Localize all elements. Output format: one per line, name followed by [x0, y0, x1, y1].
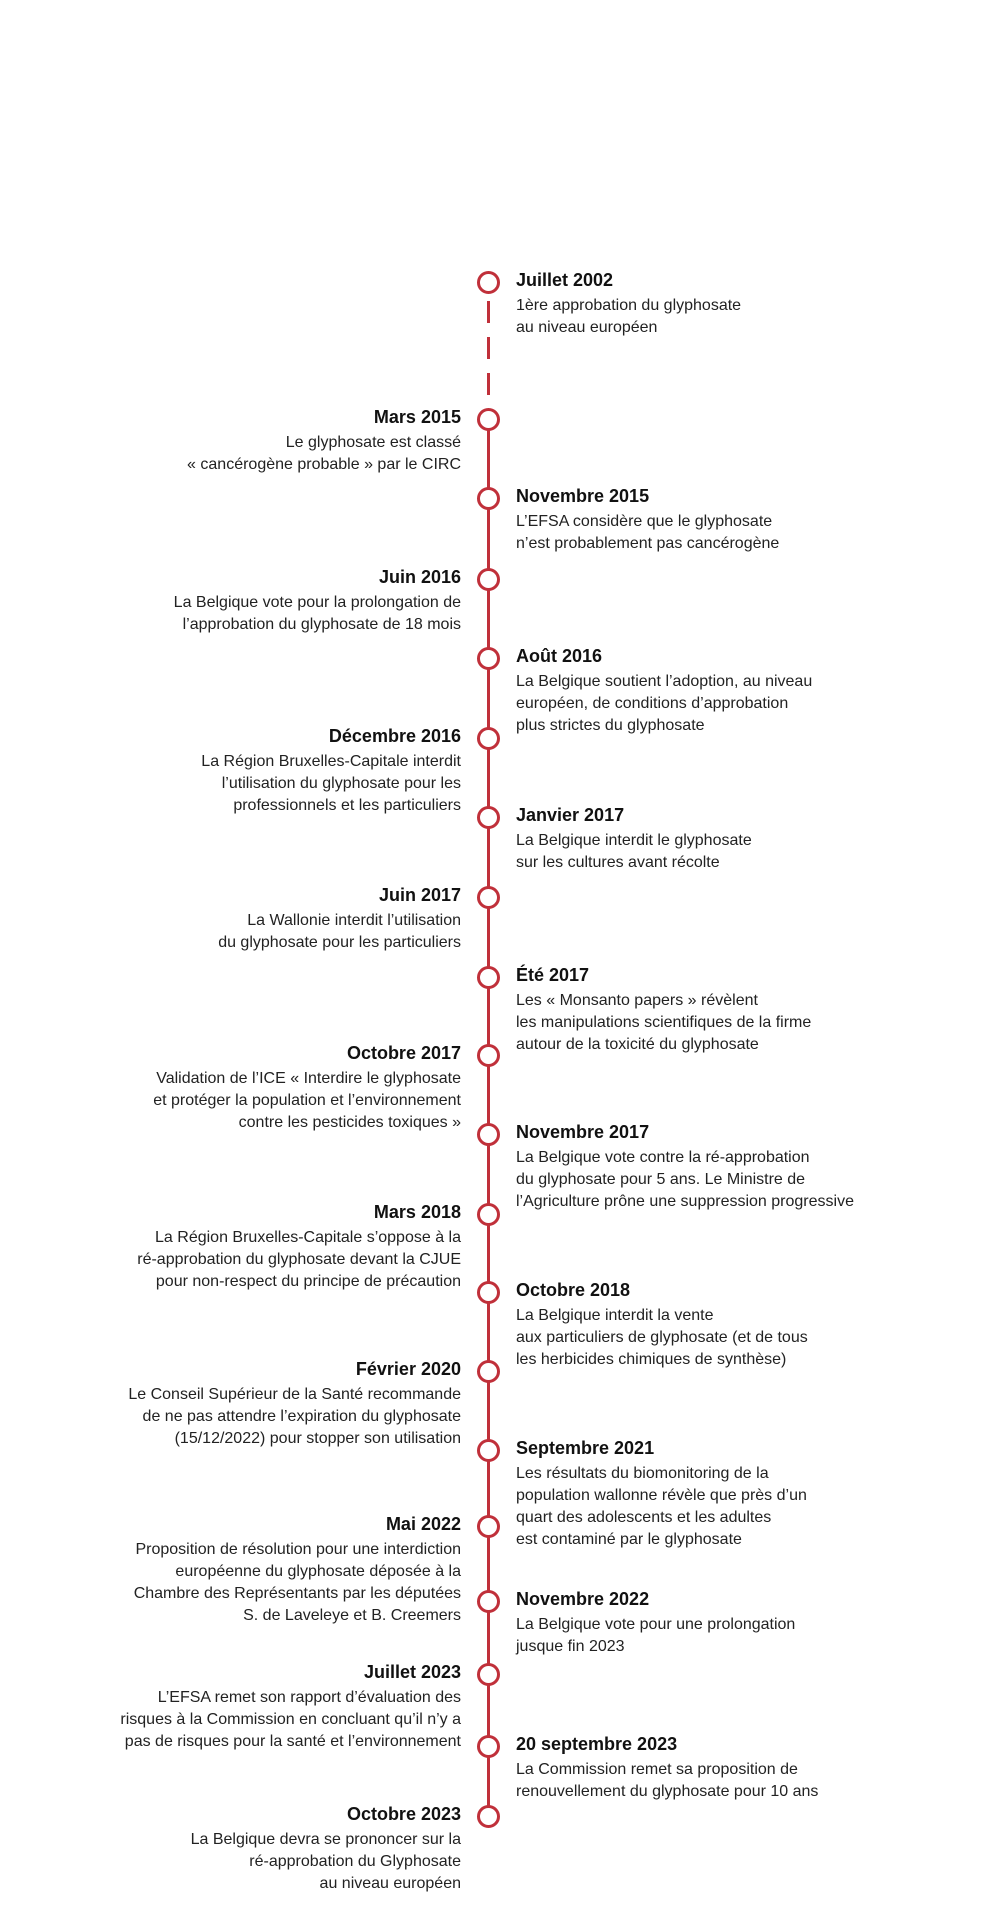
event-description-line: l’utilisation du glyphosate pour les — [221, 775, 461, 792]
event-description-line: La Belgique devra se prononcer sur la — [190, 1831, 461, 1848]
timeline-node — [477, 1439, 500, 1462]
event-description-line: La Belgique vote pour la prolongation de — [173, 594, 461, 611]
event-description-line: Le Conseil Supérieur de la Santé recommande — [128, 1386, 461, 1403]
event-description-line: au niveau européen — [319, 1875, 461, 1892]
event-description-line: contre les pesticides toxiques » — [238, 1114, 461, 1131]
event-description-line: La Wallonie interdit l’utilisation — [247, 912, 461, 929]
event-date: Mars 2018 — [373, 1202, 461, 1222]
timeline-event — [128, 1358, 461, 1450]
event-description-line: jusque fin 2023 — [516, 1638, 625, 1655]
timeline-event — [516, 964, 811, 1056]
event-description-line: L’EFSA remet son rapport d’évaluation des — [157, 1689, 461, 1706]
event-description-line: les herbicides chimiques de synthèse) — [516, 1351, 787, 1368]
event-description-line: Chambre des Représentants par les députées — [133, 1585, 461, 1602]
event-description-line: La Belgique vote contre la ré-approbation — [516, 1149, 810, 1166]
timeline-node — [477, 487, 500, 510]
event-description-line: (15/12/2022) pour stopper son utilisation — [174, 1430, 461, 1447]
event-date: Été 2017 — [516, 965, 590, 985]
event-date: Octobre 2017 — [346, 1043, 461, 1063]
timeline-dash-segment — [487, 373, 490, 395]
timeline-event — [120, 1661, 461, 1753]
event-description-line: ré-approbation du Glyphosate — [249, 1853, 461, 1870]
timeline-node — [477, 271, 500, 294]
timeline-event — [516, 1121, 854, 1213]
timeline-node — [477, 1203, 500, 1226]
event-description-line: Validation de l’ICE « Interdire le glyphosate — [156, 1070, 461, 1087]
event-description-line: L’EFSA considère que le glyphosate — [516, 513, 773, 530]
event-description-line: Proposition de résolution pour une interdiction — [135, 1541, 461, 1558]
event-description-line: Le glyphosate est classé — [285, 434, 461, 451]
event-description-line: ré-approbation du glyphosate devant la CJUE — [137, 1251, 461, 1268]
event-date: Juillet 2002 — [516, 270, 614, 290]
timeline-node — [477, 568, 500, 591]
event-description-line: « cancérogène probable » par le CIRC — [187, 456, 461, 473]
timeline-event — [174, 566, 461, 636]
event-description-line: européen, de conditions d’approbation — [516, 695, 789, 712]
timeline-node — [477, 1123, 500, 1146]
event-description-line: 1ère approbation du glyphosate — [516, 297, 742, 314]
event-description-line: n’est probablement pas cancérogène — [516, 535, 780, 552]
event-description-line: Les « Monsanto papers » révèlent — [516, 992, 758, 1009]
event-description-line: La Région Bruxelles-Capitale interdit — [201, 753, 461, 770]
event-description-line: pas de risques pour la santé et l’environnement — [124, 1733, 461, 1750]
event-description-line: du glyphosate pour les particuliers — [218, 934, 461, 951]
event-date: Juin 2016 — [378, 567, 461, 587]
timeline-event — [153, 1042, 461, 1134]
event-description-line: La Belgique interdit la vente — [516, 1307, 714, 1324]
event-date: Juin 2017 — [378, 885, 461, 905]
timeline-event — [218, 884, 461, 954]
timeline-node — [477, 1735, 500, 1758]
event-date: Octobre 2023 — [346, 1804, 461, 1824]
timeline-node — [477, 408, 500, 431]
event-description-line: au niveau européen — [516, 319, 658, 336]
timeline-node — [477, 1590, 500, 1613]
timeline-node — [477, 1360, 500, 1383]
event-description-line: sur les cultures avant récolte — [516, 854, 720, 871]
event-description-line: professionnels et les particuliers — [233, 797, 461, 814]
timeline-event — [516, 485, 779, 555]
event-description-line: risques à la Commission en concluant qu’il n’y a — [120, 1711, 461, 1728]
event-description-line: quart des adolescents et les adultes — [516, 1509, 772, 1526]
timeline-event — [516, 1279, 808, 1371]
event-description-line: La Belgique interdit le glyphosate — [516, 832, 752, 849]
event-description-line: autour de la toxicité du glyphosate — [516, 1036, 759, 1053]
event-description-line: population wallonne révèle que près d’un — [516, 1487, 807, 1504]
timeline-dash-segment — [487, 337, 490, 359]
event-description-line: est contaminé par le glyphosate — [516, 1531, 742, 1548]
event-date: 20 septembre 2023 — [516, 1734, 678, 1754]
event-description-line: et protéger la population et l’environnement — [153, 1092, 461, 1109]
timeline-node — [477, 806, 500, 829]
timeline-node — [477, 727, 500, 750]
timeline-node — [477, 1044, 500, 1067]
event-description-line: l’Agriculture prône une suppression progressive — [516, 1193, 854, 1210]
event-description-line: aux particuliers de glyphosate (et de tous — [516, 1329, 808, 1346]
event-description-line: de ne pas attendre l’expiration du glyphosate — [142, 1408, 461, 1425]
event-description-line: S. de Laveleye et B. Creemers — [243, 1607, 461, 1624]
event-date: Novembre 2022 — [516, 1589, 650, 1609]
event-date: Septembre 2021 — [516, 1438, 655, 1458]
event-description-line: Les résultats du biomonitoring de la — [516, 1465, 769, 1482]
timeline-dash-segment — [487, 301, 490, 323]
timeline-event — [516, 804, 752, 874]
timeline-event — [137, 1201, 461, 1293]
event-description-line: plus strictes du glyphosate — [516, 717, 705, 734]
timeline-event — [516, 1733, 818, 1803]
event-description-line: européenne du glyphosate déposée à la — [175, 1563, 461, 1580]
event-date: Juillet 2023 — [363, 1662, 461, 1682]
event-date: Janvier 2017 — [516, 805, 625, 825]
timeline-node — [477, 647, 500, 670]
event-description-line: La Commission remet sa proposition de — [516, 1761, 798, 1778]
timeline-node — [477, 1281, 500, 1304]
event-date: Mai 2022 — [385, 1514, 461, 1534]
event-date: Février 2020 — [355, 1359, 461, 1379]
timeline-event — [134, 1513, 461, 1627]
timeline-event — [191, 1803, 461, 1895]
event-description-line: La Belgique soutient l’adoption, au niveau — [516, 673, 813, 690]
timeline-node — [477, 966, 500, 989]
event-description-line: renouvellement du glyphosate pour 10 ans — [516, 1783, 819, 1800]
event-date: Novembre 2017 — [516, 1122, 650, 1142]
timeline-event — [201, 725, 461, 817]
timeline-event — [516, 269, 741, 339]
event-description-line: les manipulations scientifiques de la firme — [516, 1014, 812, 1031]
timeline-event — [187, 406, 461, 476]
timeline-node — [477, 886, 500, 909]
timeline-event — [516, 1588, 795, 1658]
event-date: Octobre 2018 — [516, 1280, 631, 1300]
event-description-line: pour non-respect du principe de précaution — [155, 1273, 461, 1290]
event-description-line: La Belgique vote pour une prolongation — [516, 1616, 796, 1633]
timeline-event — [516, 645, 812, 737]
event-date: Décembre 2016 — [328, 726, 461, 746]
timeline-event — [516, 1437, 807, 1551]
event-date: Novembre 2015 — [516, 486, 650, 506]
event-description-line: du glyphosate pour 5 ans. Le Ministre de — [516, 1171, 806, 1188]
timeline-node — [477, 1515, 500, 1538]
timeline-node — [477, 1805, 500, 1828]
event-description-line: La Région Bruxelles-Capitale s’oppose à la — [155, 1229, 461, 1246]
timeline-node — [477, 1663, 500, 1686]
event-description-line: l’approbation du glyphosate de 18 mois — [182, 616, 461, 633]
event-date: Août 2016 — [516, 646, 603, 666]
event-date: Mars 2015 — [373, 407, 461, 427]
